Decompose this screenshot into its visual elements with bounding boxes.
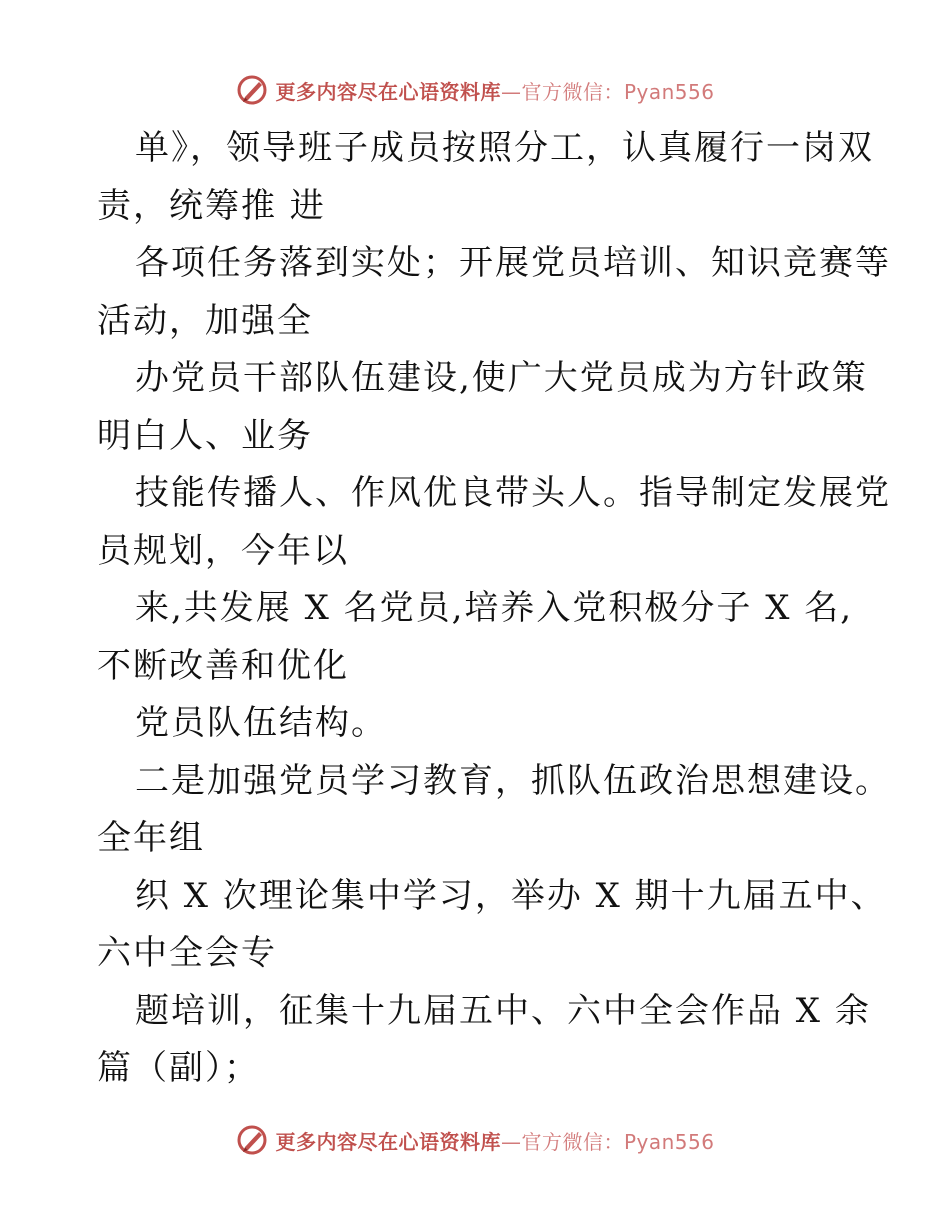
paragraph-line: 办党员干部队伍建设,使广大党员成为方针政策	[135, 358, 868, 398]
paragraph-line: 单》，领导班子成员按照分工，认真履行一岗双	[135, 128, 874, 168]
watermark-text	[275, 76, 714, 105]
header-watermark	[0, 70, 950, 110]
watermark-brand: 更多内容尽在心语资料库	[275, 79, 501, 104]
paragraph-line: 技能传播人、作风优良带头人。指导制定发展党	[135, 473, 891, 513]
paragraph-line: 来,共发展 X 名党员,培养入党积极分子 X 名,	[135, 588, 854, 628]
pen-logo-icon	[235, 73, 269, 107]
paragraph-line: 全年组	[97, 818, 205, 858]
pen-logo-icon	[235, 1123, 269, 1157]
paragraph-line: 责，统筹推 进	[97, 185, 326, 226]
paragraph-line: 活动，加强全	[97, 300, 313, 341]
paragraph-line: 二是加强党员学习教育，抓队伍政治思想建设。	[135, 760, 891, 801]
paragraph-line: 题培训，征集十九届五中、六中全会作品 X 余	[135, 990, 871, 1031]
paragraph-line: 明白人、业务	[97, 415, 313, 456]
paragraph-line: 员规划，今年以	[97, 530, 349, 571]
paragraph-line: 不断改善和优化	[97, 645, 349, 686]
watermark-suffix: —官方微信：Pyan556	[500, 1129, 715, 1154]
paragraph-line: 各项任务落到实处；开展党员培训、知识竞赛等	[135, 243, 891, 283]
document-body	[97, 120, 891, 1098]
watermark-text	[275, 1126, 714, 1155]
paragraph-line: 六中全会专	[97, 933, 277, 973]
paragraph-line: 篇（副）；	[97, 1048, 260, 1088]
footer-watermark	[0, 1120, 950, 1160]
paragraph-line: 织 X 次理论集中学习，举办 X 期十九届五中、	[135, 875, 887, 916]
watermark-brand: 更多内容尽在心语资料库	[275, 1129, 501, 1154]
watermark-suffix: —官方微信：Pyan556	[500, 79, 715, 104]
paragraph-line: 党员队伍结构。	[135, 703, 387, 743]
